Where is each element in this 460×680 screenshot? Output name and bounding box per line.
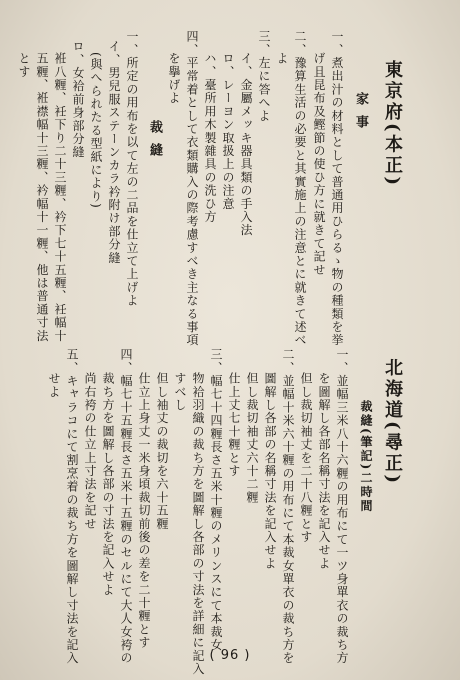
question-line: 但し袖丈の裁切を六十五糎 <box>155 372 169 531</box>
question-line: 五糎、袵襟幅十三糎、衿幅十一糎、他は普通寸法 <box>35 52 49 343</box>
question-line: 四、平常着として衣類購入の際考慮すべき主なる事項 <box>185 30 199 347</box>
question-line: 物袷羽織の裁ち方を圖解し各部の寸法を詳細に記入 <box>191 372 205 676</box>
question-line: すべし <box>173 372 187 412</box>
question-line: 袵八糎、衽下り二十三糎、衿下七十五糎、衽幅十 <box>53 52 67 343</box>
question-line: 一、並幅三米八十六糎の用布にて一ツ身單衣の裁ち方 <box>335 348 349 665</box>
prefecture-title-tokyo: 東京府(本正) <box>382 60 403 189</box>
question-line: 一、煮出汁の材料として普通用ひらるゝ物の種類を挙 <box>330 30 344 347</box>
question-line: 四、幅七十五糎長さ五米十五糎のセルにて大人女袴の <box>119 348 133 665</box>
question-line: とす <box>17 52 31 79</box>
question-line: ロ、女袷前身部分縫 <box>71 40 85 159</box>
question-line: 仕立上身丈一米身頃裁切前後の差を二十糎とす <box>137 372 151 650</box>
question-line: (與へられたる型紙により) <box>89 52 103 209</box>
question-line: 尚右袴の仕立上寸法を記せ <box>83 372 97 531</box>
prefecture-title-hokkaido: 北海道(尋正) <box>382 358 403 487</box>
question-line: ハ、臺所用木製雜具の洗ひ方 <box>203 52 217 224</box>
question-line: 三、左に答へよ <box>257 30 271 123</box>
question-line: 裁ち方を圖解し各部の寸法を記入せよ <box>101 372 115 597</box>
question-line: 二、豫算生活の必要と其實施上の注意とに就きて述べ <box>293 30 307 347</box>
question-line: 一、所定の用布を以て左の二品を仕立て上げよ <box>125 30 139 308</box>
section-heading-saiho: 裁縫 <box>147 120 162 166</box>
question-line: 三、幅七十四糎長さ五米十糎のメリンスにて本裁女 <box>209 348 223 652</box>
question-line: 仕上丈七十糎とす <box>227 372 241 478</box>
question-line: せよ <box>47 372 61 399</box>
question-line: 五、キャラコにて割烹着の裁ち方を圖解し寸法を記入 <box>65 348 79 665</box>
question-line: よ <box>275 52 289 66</box>
question-line: を擧げよ <box>167 52 181 105</box>
question-line: 但し裁切袖丈六十二糎 <box>245 372 259 504</box>
question-line: を圖解し各部名稱寸法を記入せよ <box>317 372 331 570</box>
page-number: ( 96 ) <box>209 648 251 663</box>
question-line: イ、男兒服ステーンカラ衿附け部分縫 <box>107 40 121 265</box>
question-line: 二、並幅十米六十糎の用布にて本裁女單衣の裁ち方を <box>281 348 295 665</box>
question-line: ロ、レーヨン取扱上の注意 <box>221 52 235 211</box>
question-line: 圖解し各部の名稱寸法を記入せよ <box>263 372 277 570</box>
question-line: 但し裁切袖丈を二十八糎とす <box>299 372 313 544</box>
section-heading-kaji: 家事 <box>353 92 368 138</box>
question-line: イ、金屬メッキ器具類の手入法 <box>239 52 253 237</box>
question-line: げ且昆布及鰹節の使ひ方に就きて記せ <box>312 52 326 277</box>
exam-subtitle: 裁縫(筆記)二時間 <box>359 400 373 514</box>
